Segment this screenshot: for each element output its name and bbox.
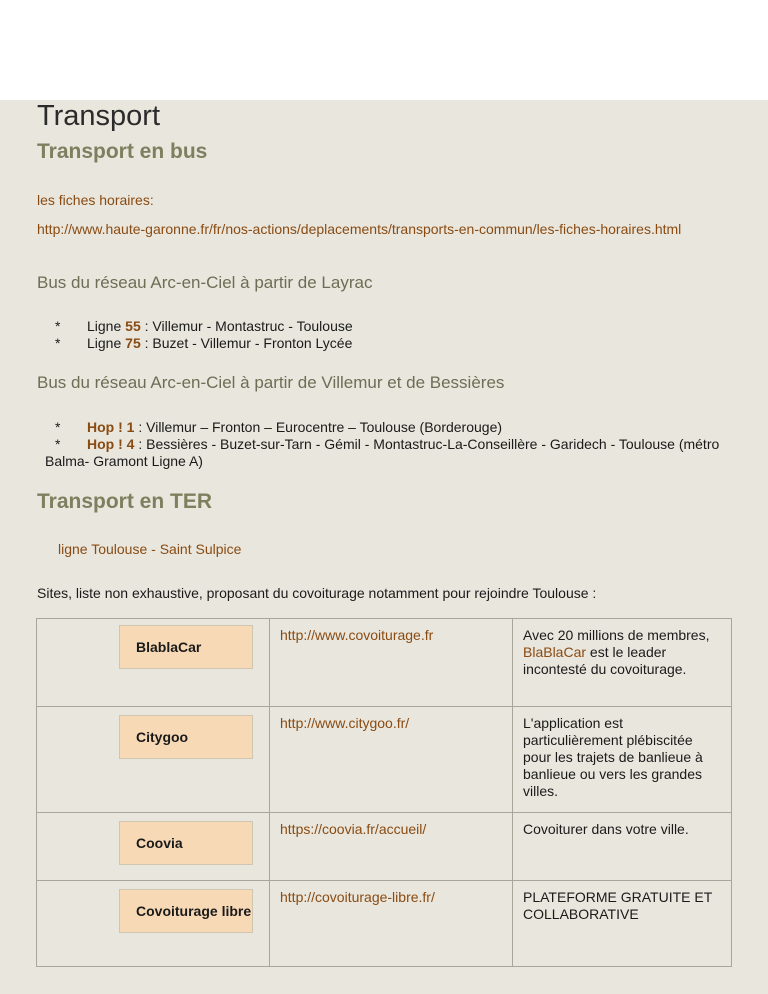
line-route: : Villemur – Fronton – Eurocentre – Toulouse (Borderouge) (134, 419, 503, 435)
table-row (37, 881, 732, 967)
line-prefix: Ligne (87, 335, 126, 351)
table-row (37, 707, 732, 813)
layrac-heading: Bus du réseau Arc-en-Ciel à partir de Layrac (37, 273, 373, 292)
fiches-link[interactable]: les fiches horaires: (37, 192, 154, 208)
page-title: Transport (37, 100, 161, 132)
line-number: Hop ! 4 (87, 436, 135, 452)
line-route: : Buzet - Villemur - Fronton Lycée (140, 335, 353, 351)
covoiturage-libre-logo[interactable]: Covoiturage libre (119, 889, 253, 933)
blablacar-inline-link[interactable]: BlaBlaCar (523, 644, 587, 660)
fiches-url[interactable]: http://www.haute-garonne.fr/fr/nos-actions/deplacements/transports-en-commun/les-fiches-horaires.html (37, 221, 682, 237)
bus-heading: Transport en bus (37, 140, 208, 163)
coovia-logo[interactable]: Coovia (119, 821, 253, 865)
coovia-link[interactable]: https://coovia.fr/accueil/ (280, 821, 427, 837)
covoit-intro: Sites, liste non exhaustive, proposant du covoiturage notamment pour rejoindre Toulouse : (37, 585, 597, 601)
covoit-table (36, 618, 732, 967)
villemur-list (45, 419, 745, 470)
table-row (37, 619, 732, 707)
layrac-list (55, 318, 353, 352)
ter-heading: Transport en TER (37, 490, 213, 513)
line-route: : Villemur - Montastruc - Toulouse (140, 318, 353, 334)
list-item (55, 419, 745, 436)
row-description: Avec 20 millions de membres, (523, 627, 710, 643)
bullet: * (55, 419, 61, 435)
bullet: * (55, 335, 61, 351)
citygoo-logo[interactable]: Citygoo (119, 715, 253, 759)
blablacar-link[interactable]: http://www.covoiturage.fr (280, 627, 434, 643)
list-item (55, 335, 353, 352)
list-item (55, 318, 353, 335)
covoiturage-libre-link[interactable]: http://covoiturage-libre.fr/ (280, 889, 435, 905)
page-content (0, 100, 768, 994)
list-item (13, 436, 745, 470)
row-description: L'application est particulièrement plébiscitée pour les trajets de banlieue à banlieue ou vers les grandes villes. (523, 715, 703, 799)
line-prefix: Ligne (87, 318, 126, 334)
line-number: 55 (125, 318, 141, 334)
ter-line-link[interactable]: ligne Toulouse - Saint Sulpice (58, 541, 242, 557)
row-description-end: est le leader incontesté du covoiturage. (523, 644, 687, 677)
villemur-heading: Bus du réseau Arc-en-Ciel à partir de Villemur et de Bessières (37, 373, 505, 392)
table-row (37, 813, 732, 881)
line-number: Hop ! 1 (87, 419, 135, 435)
blablacar-logo[interactable]: BlablaCar (119, 625, 253, 669)
line-number: 75 (125, 335, 141, 351)
citygoo-link[interactable]: http://www.citygoo.fr/ (280, 715, 410, 731)
bullet: * (55, 436, 61, 452)
row-description: PLATEFORME GRATUITE ET COLLABORATIVE (523, 889, 713, 922)
bullet: * (55, 318, 61, 334)
line-route: : Bessières - Buzet-sur-Tarn - Gémil - Montastruc-La-Conseillère - Garidech - Toulouse (métro Balma- Gramont Ligne A) (45, 436, 720, 469)
row-description: Covoiturer dans votre ville. (523, 821, 689, 837)
